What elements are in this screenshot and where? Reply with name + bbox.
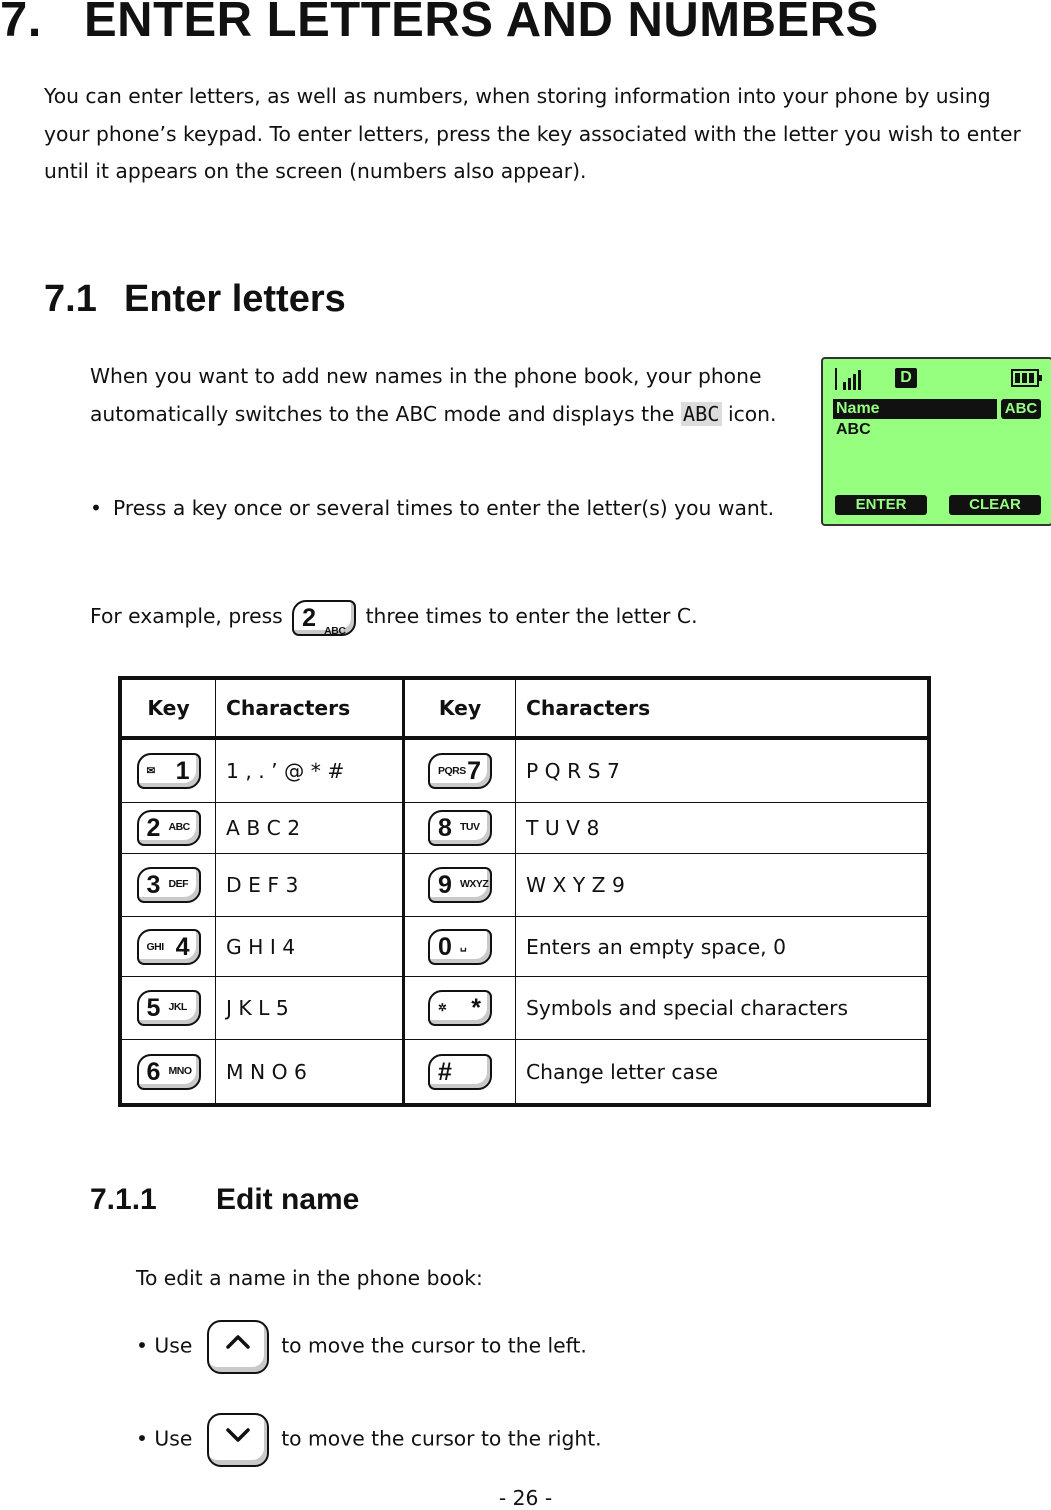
key-cell <box>120 854 216 917</box>
keypad-key-icon: * ✲ <box>428 990 492 1026</box>
abc-mode-icon: ABC <box>682 401 720 426</box>
key-cell <box>120 1040 216 1106</box>
characters-cell: 1 , . ’ @ * # <box>216 738 404 803</box>
characters-cell: M N O 6 <box>216 1040 404 1106</box>
key-cell <box>120 738 216 803</box>
keypad-key-icon: # <box>428 1054 492 1090</box>
characters-cell: A B C 2 <box>216 803 404 854</box>
press-key-bullet <box>90 490 810 528</box>
phone-screen-illustration <box>821 357 1051 526</box>
intro-paragraph: You can enter letters, as well as numbers, when storing information into your phone by using your phone’s keypad. To enter letters, press the key associated with the letter you wish to enter until it appears on the screen (numbers also appear). <box>44 84 1021 183</box>
table-row <box>120 738 929 803</box>
characters-cell: W X Y Z 9 <box>516 854 930 917</box>
key-cell <box>120 803 216 854</box>
keypad-key-icon: 1 ✉ <box>137 753 201 789</box>
table-row <box>120 977 929 1040</box>
key-cell <box>404 917 516 977</box>
header-key-2: Key <box>404 678 516 738</box>
characters-cell: P Q R S 7 <box>516 738 930 803</box>
keypad-key-icon: 9 WXYZ <box>428 867 492 903</box>
section-number: 7.1 <box>44 278 97 320</box>
key-cell <box>404 803 516 854</box>
cursor-left-text: to move the cursor to the left. <box>281 1333 587 1358</box>
nav-up-icon <box>207 1320 269 1374</box>
characters-cell: T U V 8 <box>516 803 930 854</box>
subsection-heading <box>90 1183 359 1217</box>
phone-clear-softkey: CLEAR <box>949 495 1041 515</box>
cursor-right-text: to move the cursor to the right. <box>281 1426 602 1451</box>
keypad-key-icon: 0 ␣ <box>428 929 492 965</box>
bullet-dot: • <box>90 496 102 520</box>
abc-mode-text-before: When you want to add new names in the phone book, your phone automatically switches to the ABC mode and displays the <box>90 364 762 426</box>
subsection-number: 7.1.1 <box>90 1183 157 1216</box>
header-characters-2: Characters <box>516 678 930 738</box>
abc-mode-text-after: icon. <box>721 401 777 426</box>
bullet-dot: • <box>136 1426 148 1451</box>
heading-number: 7. <box>0 0 42 47</box>
characters-cell: Symbols and special characters <box>516 977 930 1040</box>
battery-icon <box>1011 369 1039 387</box>
characters-cell: Change letter case <box>516 1040 930 1106</box>
key-characters-table <box>118 676 931 1107</box>
example-paragraph <box>90 596 698 636</box>
page-number: - 26 - <box>498 1486 553 1510</box>
phone-status-bar <box>833 368 1043 390</box>
key-cell <box>404 854 516 917</box>
phone-typed-text: ABC <box>836 421 871 438</box>
keypad-key-icon: 5 JKL <box>137 990 201 1026</box>
press-key-text: Press a key once or several times to enter the letter(s) you want. <box>113 496 775 520</box>
phone-mode-indicator: D <box>895 368 917 388</box>
nav-down-icon <box>207 1413 269 1467</box>
table-header-row <box>120 678 929 738</box>
bullet-dot: • <box>136 1333 148 1358</box>
keypad-key-icon: 3 DEF <box>137 867 201 903</box>
abc-mode-paragraph <box>90 358 810 433</box>
table-row <box>120 803 929 854</box>
phone-field-label: Name <box>833 399 997 419</box>
key-cell <box>404 1040 516 1106</box>
characters-cell: G H I 4 <box>216 917 404 977</box>
page-heading <box>0 0 879 48</box>
header-characters-1: Characters <box>216 678 404 738</box>
cursor-left-use: Use <box>154 1333 193 1358</box>
header-key-1: Key <box>120 678 216 738</box>
section-heading <box>44 278 346 321</box>
subsection-title: Edit name <box>216 1183 360 1216</box>
phone-enter-softkey: ENTER <box>835 495 927 515</box>
key-cell <box>120 917 216 977</box>
keypad-key-icon: 6 MNO <box>137 1054 201 1090</box>
characters-cell: J K L 5 <box>216 977 404 1040</box>
example-text-after: three times to enter the letter C. <box>365 604 698 628</box>
key-cell <box>404 977 516 1040</box>
keypad-key-icon: 8 TUV <box>428 810 492 846</box>
key-cell <box>404 738 516 803</box>
key-2-abc-icon: 2 ABC <box>292 600 356 636</box>
cursor-right-use: Use <box>154 1426 193 1451</box>
keypad-key-icon: 7 PQRS <box>428 753 492 789</box>
signal-icon <box>835 368 865 390</box>
characters-cell: Enters an empty space, 0 <box>516 917 930 977</box>
keypad-key-icon: 4 GHI <box>137 929 201 965</box>
table-row <box>120 917 929 977</box>
phone-input-mode: ABC <box>1001 399 1041 419</box>
characters-cell: D E F 3 <box>216 854 404 917</box>
cursor-left-bullet <box>136 1320 587 1374</box>
example-text-before: For example, press <box>90 604 283 628</box>
table-row <box>120 1040 929 1106</box>
section-title: Enter letters <box>124 278 346 320</box>
key-cell <box>120 977 216 1040</box>
keypad-key-icon: 2 ABC <box>137 810 201 846</box>
heading-title: ENTER LETTERS AND NUMBERS <box>84 0 879 47</box>
table-row <box>120 854 929 917</box>
edit-name-intro: To edit a name in the phone book: <box>136 1266 483 1290</box>
cursor-right-bullet <box>136 1413 602 1467</box>
